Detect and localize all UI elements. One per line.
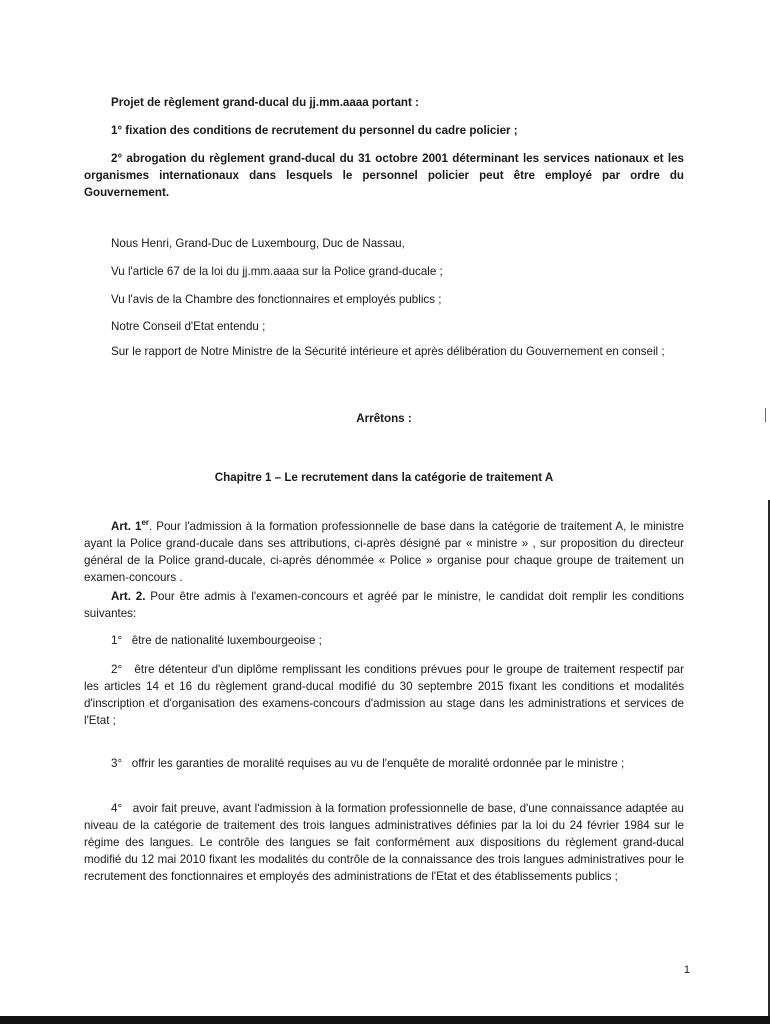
- title-line-1: Projet de règlement grand-ducal du jj.mm.aaaa portant :: [111, 96, 419, 109]
- article-2-label: Art. 2.: [111, 590, 146, 603]
- condition-4: 4° avoir fait preuve, avant l'admission à la formation professionnelle de base, d'une connaissance adaptée au niveau de la catégorie de traitement des trois langues administratives définies par la loi du 24 février 1984 sur le régime des langues. Le contrôle des langues se fait conformément aux dispositions du règlement grand-ducal modifié du 12 mai 2010 fixant les modalités du contrôle de la connaissance des trois langues administratives pour le recrutement des fonctionnaires et employés des administrations de l'Etat et des établissements publics ;: [84, 802, 684, 883]
- condition-2: 2° être détenteur d'un diplôme remplissant les conditions prévues pour le groupe de traitement respectif par les articles 14 et 16 du règlement grand-ducal modifié du 30 septembre 2015 fixant les conditions et modalités d'inscription et d'organisation des examens-concours d'admission au stage dans les administrations et services de l'Etat ;: [84, 663, 684, 727]
- title-line-3: 2° abrogation du règlement grand-ducal du 31 octobre 2001 déterminant les services nationaux et les organismes internationaux dans lesquels le personnel policier peut être employé par ordre du Gouvernement.: [84, 152, 684, 199]
- scan-artifact-mark: [765, 408, 766, 422]
- condition-1: 1° être de nationalité luxembourgeoise ;: [111, 634, 322, 647]
- preamble-article-67: Vu l'article 67 de la loi du jj.mm.aaaa sur la Police grand-ducale ;: [111, 265, 443, 278]
- article-2: [84, 588, 684, 622]
- article-2-text: Pour être admis à l'examen-concours et agréé par le ministre, le candidat doit remplir les conditions suivantes:: [84, 590, 685, 620]
- title-line-2: 1° fixation des conditions de recrutement du personnel du cadre policier ;: [111, 124, 518, 137]
- article-1-superscript: er: [141, 518, 149, 528]
- preamble-henri: Nous Henri, Grand-Duc de Luxembourg, Duc de Nassau,: [111, 237, 405, 250]
- article-1-text: . Pour l'admission à la formation professionnelle de base dans la catégorie de traitement A, le ministre ayant la Police grand-ducale dans ses attributions, ci-après désigné par « ministre » , sur proposition du directeur général de la Police grand-ducale, ci-après dénommée « Police » organise pour chaque groupe de traitement un examen-concours .: [84, 520, 684, 584]
- chapter-title: Chapitre 1 – Le recrutement dans la catégorie de traitement A: [214, 471, 554, 484]
- article-1-number: Art. 1: [111, 520, 142, 533]
- article-1-label: [111, 520, 149, 533]
- article-1: [84, 518, 684, 586]
- decree-heading: Arrêtons :: [356, 412, 412, 425]
- condition-3: 3° offrir les garanties de moralité requises au vu de l'enquête de moralité ordonnée par le ministre ;: [111, 757, 625, 770]
- scan-edge-bottom: [0, 1016, 770, 1024]
- page-number: 1: [683, 964, 690, 976]
- preamble-chambre: Vu l'avis de la Chambre des fonctionnaires et employés publics ;: [111, 293, 442, 306]
- preamble-conseil: Notre Conseil d'Etat entendu ;: [111, 320, 266, 333]
- preamble-rapport: Sur le rapport de Notre Ministre de la Sécurité intérieure et après délibération du Gouvernement en conseil ;: [111, 345, 665, 358]
